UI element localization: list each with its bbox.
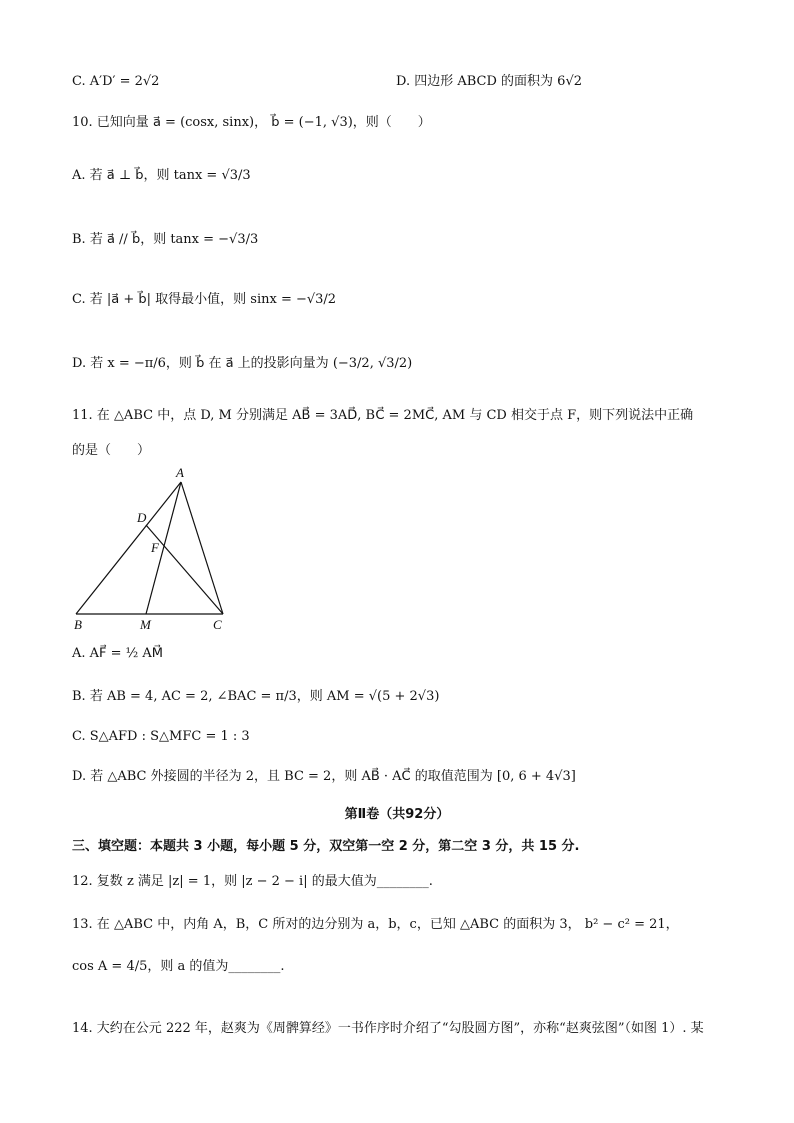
section3-title: 三、填空题：本题共 3 小题，每小题 5 分，双空第一空 2 分，第二空 3 分，共 15 分. <box>72 839 580 854</box>
q13-line1: 13. 在 △ABC 中，内角 A，B，C 所对的边分别为 a，b，c，已知 △ABC 的面积为 3， b² − c² = 21， <box>72 917 679 932</box>
q13-line2: cos A = 4/5，则 a 的值为________. <box>72 959 285 974</box>
q11-stem-line2: 的是（ ） <box>72 443 151 458</box>
q11-option-d: D. 若 △ABC 外接圆的半径为 2，且 BC = 2，则 AB⃗ · AC⃗ 的取值范围为 [0, 6 + 4√3] <box>72 769 576 784</box>
q14: 14. 大约在公元 222 年，赵爽为《周髀算经》一书作序时介绍了“勾股圆方图”，亦称“赵爽弦图”（如图 1）. 某 <box>72 1021 704 1036</box>
q10-option-b: B. 若 a⃗ // b⃗，则 tanx = −√3/3 <box>72 232 259 247</box>
q10-option-c: C. 若 |a⃗ + b⃗| 取得最小值，则 sinx = −√3/2 <box>72 292 337 307</box>
triangle-figure <box>66 464 241 634</box>
q11-stem-line1: 11. 在 △ABC 中，点 D, M 分别满足 AB⃗ = 3AD⃗, BC⃗ = 2MC⃗, AM 与 CD 相交于点 F，则下列说法中正确 <box>72 408 694 423</box>
option-d-prev: D. 四边形 ABCD 的面积为 6√2 <box>396 74 582 89</box>
q11-option-a: A. AF⃗ = ½ AM⃗ <box>72 646 164 661</box>
label-a: A <box>176 465 184 480</box>
q12: 12. 复数 z 满足 |z| = 1，则 |z − 2 − i| 的最大值为________. <box>72 874 433 889</box>
option-c-prev: C. A′D′ = 2√2 <box>72 74 160 89</box>
q10-option-d: D. 若 x = −π/6，则 b⃗ 在 a⃗ 上的投影向量为 (−3/2, √3/2) <box>72 356 413 371</box>
label-f: F <box>151 540 159 555</box>
label-b: B <box>74 617 82 632</box>
label-m: M <box>140 617 151 632</box>
label-d: D <box>137 510 147 525</box>
q10-option-a: A. 若 a⃗ ⊥ b⃗，则 tanx = √3/3 <box>72 168 251 183</box>
q11-option-c: C. S△AFD : S△MFC = 1 : 3 <box>72 729 250 744</box>
label-c: C <box>213 617 222 632</box>
edge-ac <box>181 482 223 614</box>
part2-title: 第Ⅱ卷（共92分） <box>344 807 450 822</box>
q11-option-b: B. 若 AB = 4, AC = 2, ∠BAC = π/3，则 AM = √(5 + 2√3) <box>72 689 440 704</box>
q10-stem: 10. 已知向量 a⃗ = (cosx, sinx)， b⃗ = (−1, √3)，则（ ） <box>72 115 431 130</box>
